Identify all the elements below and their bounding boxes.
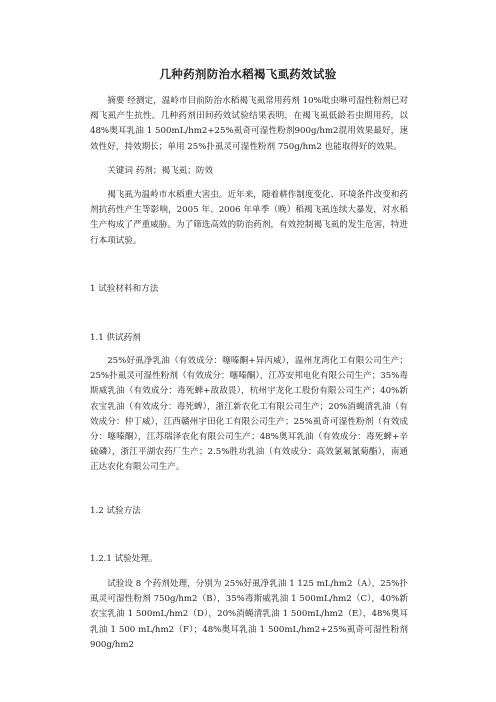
section-1-1-heading: 1.1 供试药剂 — [90, 333, 141, 343]
keywords-paragraph: 关键词 药剂；褐飞虱；防效 — [107, 166, 214, 176]
document-title: 几种药剂防治水稻褐飞虱药效试验 — [159, 67, 337, 81]
section-1-heading: 1 试验材料和方法 — [90, 284, 159, 294]
materials-paragraph: 25%好虱净乳油（有效成分：噻嗪酮+异丙威），温州龙湾化工有限公司生产；25%扑虱灵可湿性粉剂（有效成分：噻嗪酮），江苏安邦电化有限公司生产；35%毒斯威乳油（有效成分：毒死蜱+敌敌畏），杭州宇龙化工股份有限公司生产；40%新农宝乳油（有效成分：毒死蜱），浙江新农化工有限公司生产；20%消蝇清乳油（有效成分：仲丁威），江西赣州宇田化工有限公司生产；25%虱奇可湿性粉剂（有效成分：噻嗪酮），江苏瑞泽农化有限公司生产；48%奥耳乳油（有效成分：毒死蜱+辛硫磷），浙江平湖农药厂生产；2.5%胜功乳油（有效成分：高效氯氟氰菊酯），南通正达农化有限公司生产。 — [90, 356, 408, 473]
section-1-2-1-heading: 1.2.1 试验处理。 — [90, 554, 158, 564]
intro-paragraph: 褐飞虱为温岭市水稻重大害虫。近年来，随着耕作制度变化、环境条件改变和药剂抗药性产生等影响，2005 年、2006 年单季（晚）稻褐飞虱连续大暴发，对水稻生产构成了严重威胁。为了筛选高效的防治药剂，有效控制褐飞虱的发生危害，特进行本项试验。 — [90, 190, 408, 246]
abstract-paragraph: 摘要 经测定，温岭市目前防治水稻褐飞虱常用药剂 10%吡虫啉可湿性粉剂已对褐飞虱产生抗性。几种药剂田间药效试验结果表明，在褐飞虱低龄若虫期用药，以48%奥耳乳油 1 500mL/hm2+25%虱奇可湿性粉剂900g/hm2混用效果最好，速效性好，持效期长；单用 25%扑虱灵可湿性粉剂 750g/hm2 也能取得好的效果。 — [90, 96, 408, 152]
section-1-2-heading: 1.2 试验方法 — [90, 506, 141, 516]
treatment-paragraph: 试验设 8 个药剂处理，分别为 25%好虱净乳油 1 125 mL/hm2（A），25%扑虱灵可湿性粉剂 750g/hm2（B），35%毒斯威乳油 1 500mL/hm2（C），40%新农宝乳油 1 500mL/hm2（D），20%消蝇清乳油 1 500mL/hm2（E），48%奥耳乳油 1 500 mL/hm2（F）；48%奥耳乳油 1 500mL/hm2+25%虱奇可湿性粉剂 900g/hm2 — [90, 579, 408, 650]
